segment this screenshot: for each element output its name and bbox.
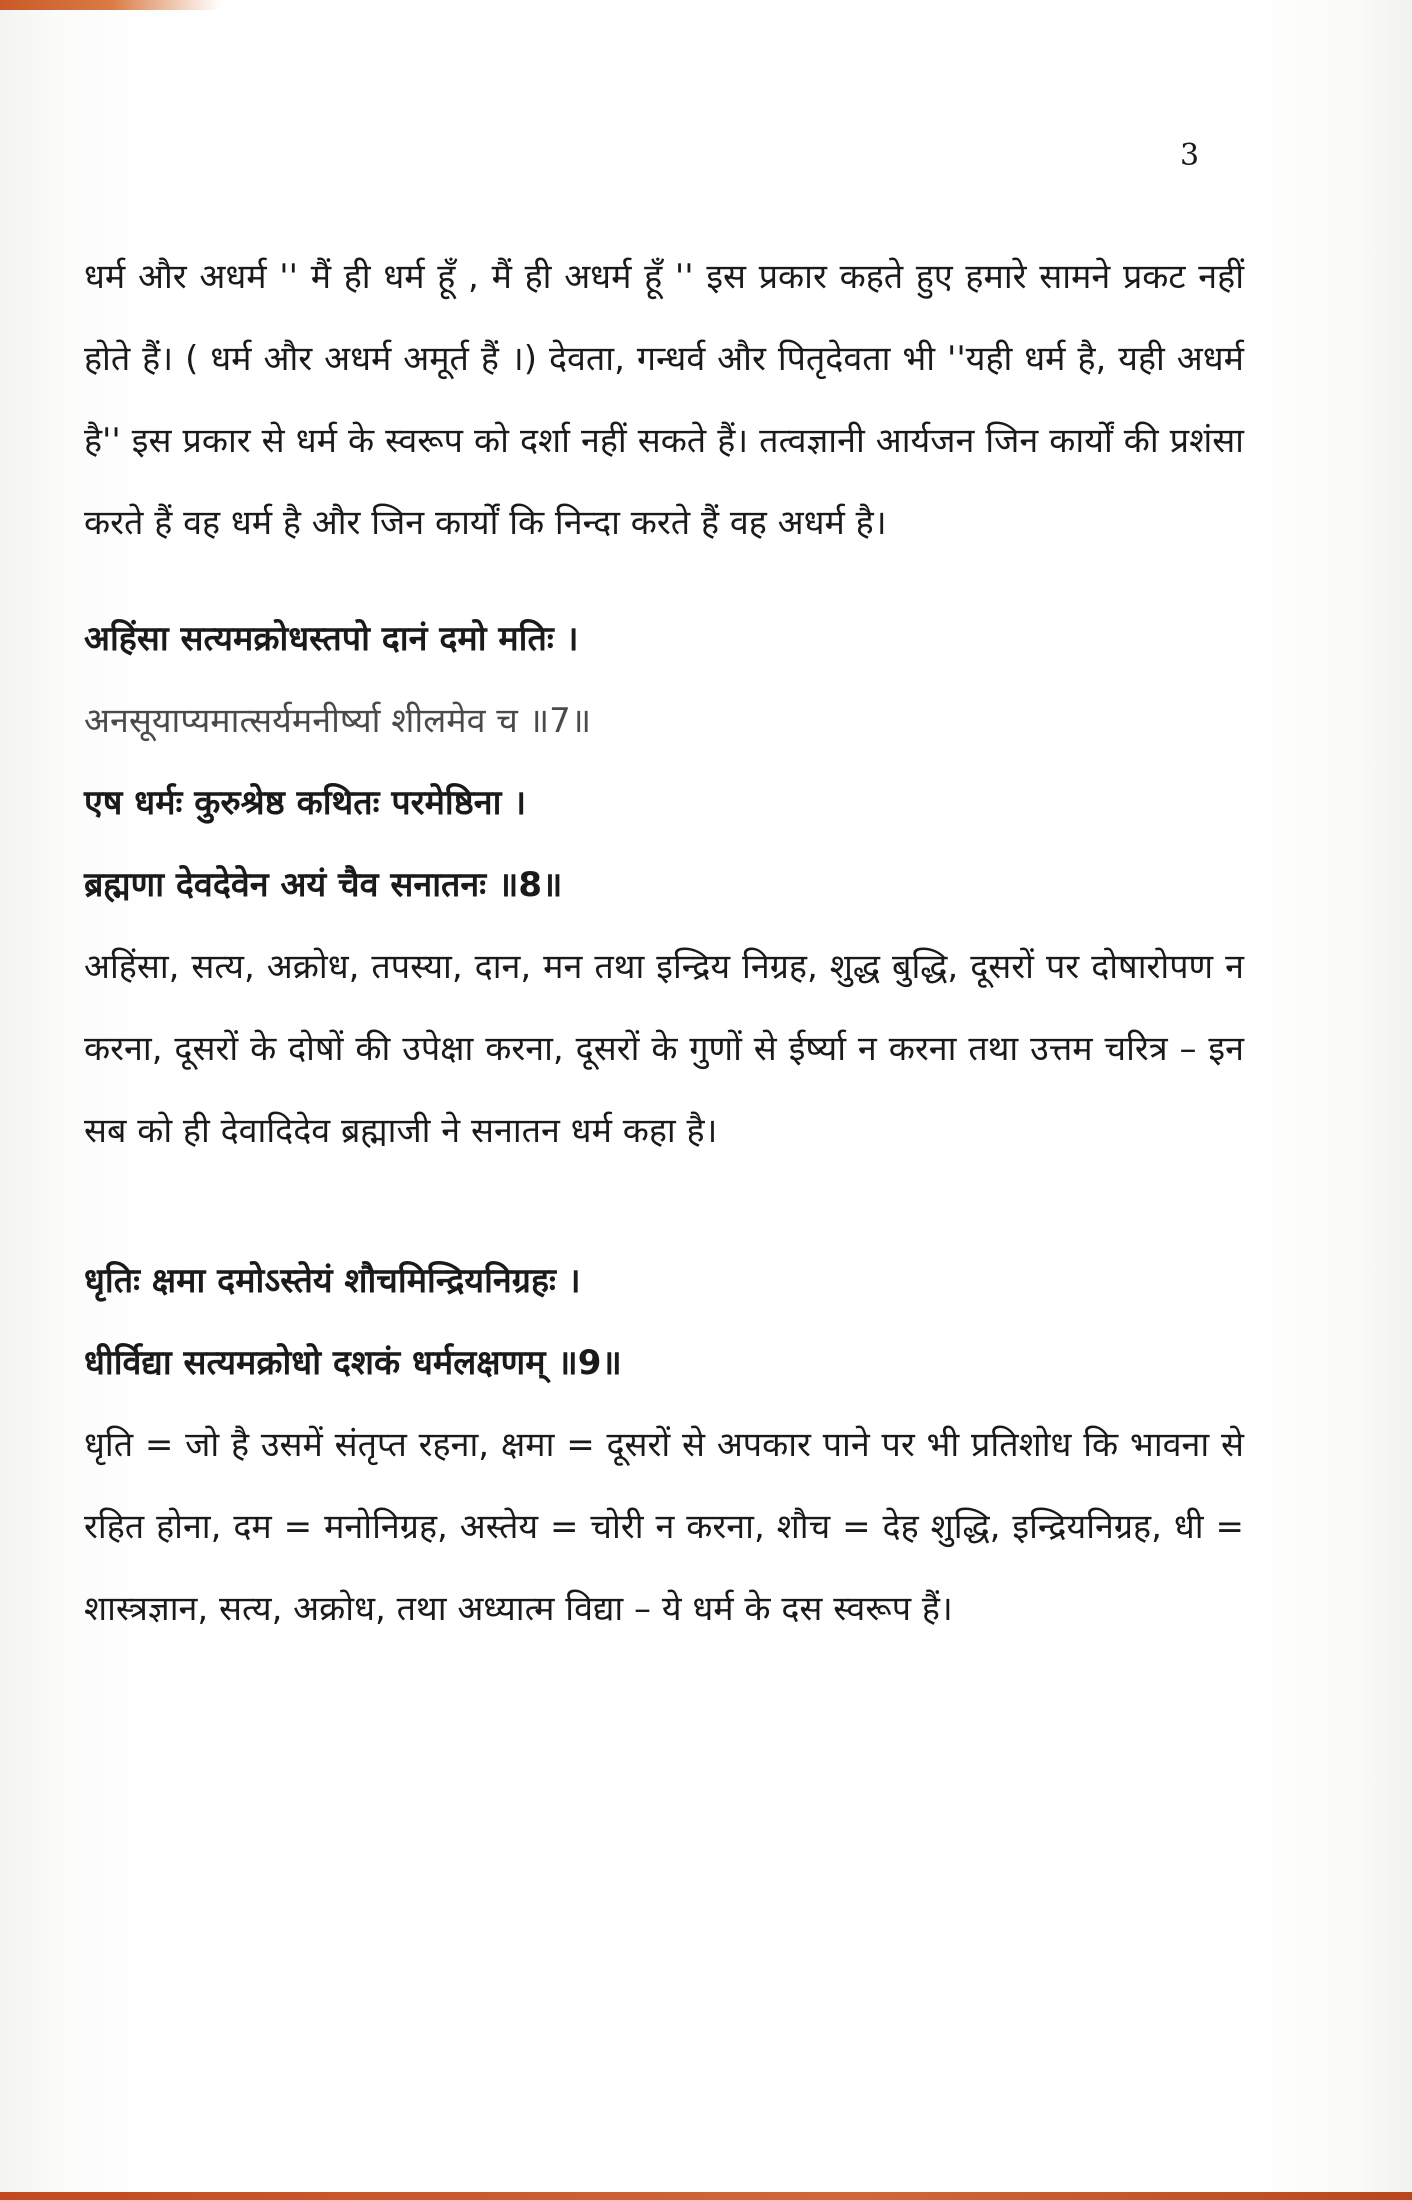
verse-line: एष धर्मः कुरुश्रेष्ठ कथितः परमेष्ठिना । <box>84 783 527 823</box>
section-gap <box>84 1172 1244 1206</box>
intro-paragraph: धर्म और अधर्म '' मैं ही धर्म हूँ , मैं ही अधर्म हूँ '' इस प्रकार कहते हुए हमारे सामने प्रकट नहीं होते हैं। ( धर्म और अधर्म अमूर्त हैं ।) देवता, गन्धर्व और पितृदेवता भी ''यही धर्म है, यही अधर्म है'' इस प्रकार से धर्म के स्वरूप को दर्शा नहीं सकते हैं। तत्वज्ञानी आर्यजन जिन कार्यों की प्रशंसा करते हैं वह धर्म है और जिन कार्यों कि निन्दा करते हैं वह अधर्म है। <box>84 257 1244 543</box>
verse-line: अनसूयाप्यमात्सर्यमनीर्ष्या शीलमेव च ॥7॥ <box>84 701 592 741</box>
page-content <box>84 236 1244 1650</box>
page-edge-top <box>0 0 220 10</box>
verse-line: ब्रह्मणा देवदेवेन अयं चैव सनातनः ॥8॥ <box>84 865 563 905</box>
verse-line: अहिंसा सत्यमक्रोधस्तपो दानं दमो मतिः । <box>84 619 579 659</box>
page-edge-bottom <box>0 2192 1412 2200</box>
verse-line: धीर्विद्या सत्यमक्रोधो दशकं धर्मलक्षणम् ॥9॥ <box>84 1343 622 1383</box>
page-number: 3 <box>1180 138 1200 173</box>
translation-paragraph: अहिंसा, सत्य, अक्रोध, तपस्या, दान, मन तथा इन्द्रिय निग्रह, शुद्ध बुद्धि, दूसरों पर दोषारोपण न करना, दूसरों के दोषों की उपेक्षा करना, दूसरों के गुणों से ईर्ष्या न करना तथा उत्तम चरित्र – इन सब को ही देवादिदेव ब्रह्माजी ने सनातन धर्म कहा है। <box>84 947 1244 1151</box>
translation-paragraph: धृति = जो है उसमें संतृप्त रहना, क्षमा = दूसरों से अपकार पाने पर भी प्रतिशोध कि भावना से रहित होना, दम = मनोनिग्रह, अस्तेय = चोरी न करना, शौच = देह शुद्धि, इन्द्रियनिग्रह, धी = शास्त्रज्ञान, सत्य, अक्रोध, तथा अध्यात्म विद्या – ये धर्म के दस स्वरूप हैं। <box>84 1425 1244 1629</box>
verse-7-8 <box>84 598 1244 926</box>
verse-9 <box>84 1240 1244 1404</box>
verse-line: धृतिः क्षमा दमोऽस्तेयं शौचमिन्द्रियनिग्रहः । <box>84 1261 581 1301</box>
